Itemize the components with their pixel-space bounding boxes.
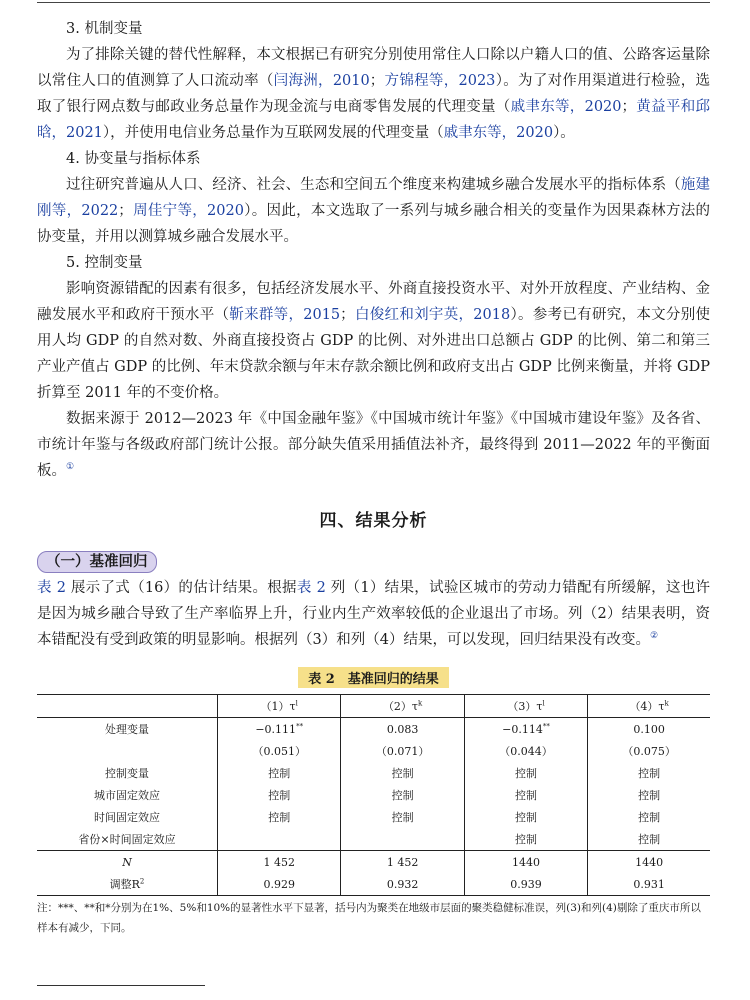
row-label (37, 740, 218, 762)
cell: 0.932 (341, 873, 464, 896)
cell: （0.071） (341, 740, 464, 762)
cell: 控制 (464, 806, 587, 828)
cell: 控制 (218, 762, 341, 784)
paragraph-control-variables: 影响资源错配的因素有很多，包括经济发展水平、外商直接投资水平、对外开放程度、产业结构、金融发展水平和政府干预水平（靳来群等，2015；白俊红和刘宇英，2018）。参考已有研究，本文分别使用人均 GDP 的自然对数、外商直接投资占 GDP 的比例、对外进出口总额占 GDP 的比例、第二和第三产业产值占 GDP 的比例、年末贷款余额与年末存款余额比例和政府支出占 GDP 比例来衡量，并将 GDP 折算至 2011 年的不变价格。 (37, 281, 711, 401)
table-caption-wrap (37, 667, 710, 688)
cell (341, 828, 464, 851)
table-row (37, 740, 710, 762)
paragraph-covariates: 过往研究普遍从人口、经济、社会、生态和空间五个维度来构建城乡融合发展水平的指标体系（施建刚等，2022；周佳宁等，2020）。因此，本文选取了一系列与城乡融合相关的变量作为因果森林方法的协变量，并用以测算城乡融合发展水平。 (37, 177, 711, 245)
heading-control-variables: 5. 控制变量 (66, 255, 143, 271)
column-header: $(3)\tau^l$ (464, 695, 587, 718)
cell: 控制 (464, 762, 587, 784)
footnote-rule (37, 985, 205, 986)
row-label: 调整$R^2$ (37, 873, 218, 896)
citation-link[interactable]: 戚聿东等，2020 (443, 125, 554, 141)
table-header-row (37, 695, 710, 718)
cell: 控制 (588, 784, 710, 806)
citation-link[interactable]: 黄益平和邱晗，2021 (37, 99, 710, 141)
column-header: $(4)\tau^k$ (588, 695, 710, 718)
cell: 控制 (464, 784, 587, 806)
table-row (37, 806, 710, 828)
table-row (37, 784, 710, 806)
heading-covariates: 4. 协变量与指标体系 (66, 151, 201, 167)
citation-link[interactable]: 施建刚等，2022 (37, 177, 710, 219)
citation-link[interactable]: 方锦程等，2023 (384, 73, 496, 89)
table-reference-link[interactable]: 表 2 (296, 580, 326, 596)
cell: 1 452 (341, 851, 464, 874)
section-title: 四、结果分析 (319, 511, 428, 531)
cell: （0.051） (218, 740, 341, 762)
cell: 控制 (341, 784, 464, 806)
footnote-marker[interactable]: ① (66, 462, 75, 473)
table-caption: 表 2 基准回归的结果 (298, 667, 449, 688)
row-label: 处理变量 (105, 723, 149, 736)
cell: 0.100 (588, 718, 710, 741)
table-note: 注：***、**和*分别为在1%、5%和10%的显著性水平下显著，括号内为聚类在地级市层面的聚类稳健标准误，列(3)和列(4)剔除了重庆市所以样本有减少，下同。 (37, 902, 701, 934)
cell: 控制 (341, 806, 464, 828)
cell: （0.044） (464, 740, 587, 762)
cell: 0.939 (464, 873, 587, 896)
subsection-heading-row (37, 549, 710, 575)
citation-link[interactable]: 靳来群等，2015 (229, 307, 341, 323)
cell: 0.929 (218, 873, 341, 896)
table-row (37, 851, 710, 874)
cell: 0.083 (341, 718, 464, 741)
cell: 0.931 (588, 873, 710, 896)
row-label: 时间固定效应 (94, 811, 160, 824)
cell: 控制 (341, 762, 464, 784)
page-top-rule (37, 2, 710, 3)
paragraph-results: 表 2 展示了式（16）的估计结果。根据表 2 列（1）结果，试验区城市的劳动力错配有所缓解，这也许是因为城乡融合导致了生产率临界上升，行业内生产效率较低的企业退出了市场。列（2）结果表明，资本错配没有受到政策的明显影响。根据列（3）和列（4）结果，可以发现，回归结果没有改变。② (37, 580, 711, 648)
citation-link[interactable]: 周佳宁等，2020 (132, 203, 244, 219)
citation-link[interactable]: 戚聿东等，2020 (510, 99, 622, 115)
table-row (37, 873, 710, 896)
column-header: $(2)\tau^k$ (341, 695, 464, 718)
cell: 控制 (588, 806, 710, 828)
paragraph-data-sources: 数据来源于 2012—2023 年《中国金融年鉴》《中国城市统计年鉴》《中国城市建设年鉴》及各省、市统计年鉴与各级政府部门统计公报。部分缺失值采用插值法补齐，最终得到 2011—2022 年的平衡面板。① (37, 411, 710, 479)
cell: −0.111** (218, 718, 341, 741)
table-row (37, 828, 710, 851)
cell: 1 452 (218, 851, 341, 874)
page-content (37, 16, 710, 938)
cell: 1440 (588, 851, 710, 874)
cell: 控制 (218, 784, 341, 806)
row-label: N (37, 851, 218, 874)
cell: −0.114** (464, 718, 587, 741)
table-reference-link[interactable]: 表 2 (37, 580, 66, 596)
column-header: $(1)\tau^l$ (218, 695, 341, 718)
citation-link[interactable]: 白俊红和刘宇英，2018 (354, 307, 511, 323)
cell: （0.075） (588, 740, 710, 762)
cell: 控制 (218, 806, 341, 828)
table-row (37, 762, 710, 784)
row-label: 控制变量 (105, 767, 149, 780)
cell (218, 828, 341, 851)
cell: 控制 (464, 828, 587, 851)
row-label: 省份×时间固定效应 (78, 833, 176, 846)
table-row (37, 718, 710, 741)
citation-link[interactable]: 闫海洲，2010 (273, 73, 370, 89)
cell: 控制 (588, 828, 710, 851)
footnote-marker[interactable]: ② (649, 631, 659, 642)
cell: 控制 (588, 762, 710, 784)
regression-results-table (37, 694, 710, 896)
paragraph-mechanism-variables: 为了排除关键的替代性解释，本文根据已有研究分别使用常住人口除以户籍人口的值、公路客运量除以常住人口的值测算了人口流动率（闫海洲，2010；方锦程等，2023）。为了对作用渠道进行检验，选取了银行网点数与邮政业务总量作为现金流与电商零售发展的代理变量（戚聿东等，2020；黄益平和邱晗，2021），并使用电信业务总量作为互联网发展的代理变量（戚聿东等，2020）。 (37, 47, 711, 141)
subsection-baseline-regression: （一）基准回归 (37, 551, 157, 573)
cell: 1440 (464, 851, 587, 874)
heading-mechanism-variables: 3. 机制变量 (66, 21, 143, 37)
row-label: 城市固定效应 (94, 789, 160, 802)
header-blank (37, 695, 218, 718)
